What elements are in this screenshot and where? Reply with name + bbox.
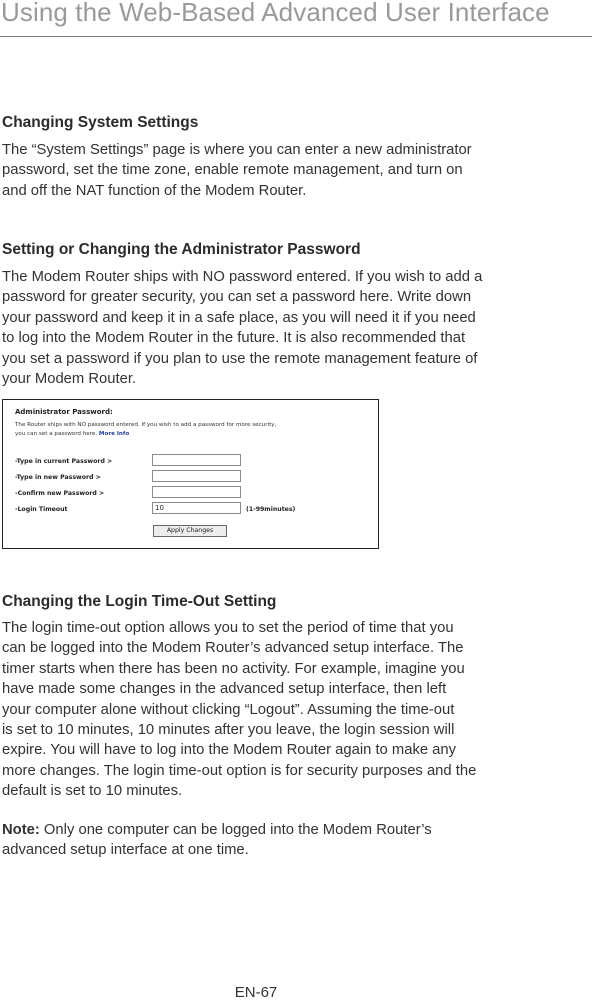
note-text-2: advanced setup interface at one time.: [2, 842, 249, 859]
text-line: your password and keep it in a safe place, as you will need it if you need: [2, 309, 476, 326]
more-info-link[interactable]: More Info: [98, 431, 130, 437]
text-line: default is set to 10 minutes.: [2, 783, 183, 800]
login-timeout-label: -Login Timeout: [15, 506, 68, 513]
text-line: you set a password if you plan to use the remote management feature of: [2, 350, 478, 367]
current-password-input[interactable]: [152, 454, 241, 466]
screenshot-title: Administrator Password:: [15, 408, 113, 416]
admin-password-screenshot: [2, 399, 379, 549]
page-header-title: Using the Web-Based Advanced User Interface: [1, 0, 550, 27]
text-line: have made some changes in the advanced setup interface, then left: [2, 681, 447, 698]
confirm-password-label: -Confirm new Password >: [15, 490, 105, 497]
text-line: expire. You will have to log into the Modem Router again to make any: [2, 742, 457, 759]
text-line: your Modem Router.: [2, 371, 137, 388]
text-line: to log into the Modem Router in the future. It is also recommended that: [2, 330, 466, 347]
text-line: your computer alone without clicking “Logout”. Assuming the time-out: [2, 701, 455, 718]
login-timeout-heading: Changing the Login Time-Out Setting: [2, 593, 277, 610]
text-line: The Modem Router ships with NO password entered. If you wish to add a: [2, 269, 483, 285]
screenshot-desc-line2: you can set a password here.: [15, 431, 98, 437]
text-line: password, set the time zone, enable remote management, and turn on: [2, 162, 463, 179]
header-divider: [0, 36, 592, 37]
note-paragraph: [2, 820, 590, 861]
login-timeout-input[interactable]: 10: [152, 502, 241, 514]
apply-changes-button[interactable]: Apply Changes: [153, 525, 227, 537]
admin-password-heading: Setting or Changing the Administrator Password: [2, 241, 361, 258]
text-line: timer starts when there has been no activity. For example, imagine you: [2, 660, 465, 677]
text-line: is set to 10 minutes, 10 minutes after you leave, the login session will: [2, 722, 455, 739]
text-line: more changes. The login time-out option is for security purposes and the: [2, 762, 477, 779]
login-timeout-unit: (1-99minutes): [246, 506, 296, 513]
text-line: can be logged into the Modem Router’s advanced setup interface. The: [2, 640, 464, 657]
login-timeout-paragraph: [2, 618, 590, 802]
text-line: and off the NAT function of the Modem Router.: [2, 182, 307, 199]
admin-password-paragraph: [2, 267, 590, 389]
text-line: password for greater security, you can set a password here. Write down: [2, 289, 472, 306]
note-line-1: [2, 820, 590, 840]
page-number: EN-67: [234, 984, 278, 1001]
screenshot-description: [15, 421, 276, 439]
text-line: The “System Settings” page is where you can enter a new administrator: [2, 142, 472, 158]
new-password-input[interactable]: [152, 470, 241, 482]
new-password-label: -Type in new Password >: [15, 474, 101, 481]
text-line: The login time-out option allows you to set the period of time that you: [2, 620, 454, 636]
system-settings-paragraph: [2, 140, 590, 201]
screenshot-desc-line1: The Router ships with NO password entered. If you wish to add a password for more security,: [15, 422, 277, 428]
current-password-label: -Type in current Password >: [15, 458, 113, 465]
note-text-1: Only one computer can be logged into the Modem Router’s: [39, 822, 432, 838]
confirm-password-input[interactable]: [152, 486, 241, 498]
note-label: Note:: [2, 822, 40, 838]
system-settings-heading: Changing System Settings: [2, 114, 199, 131]
